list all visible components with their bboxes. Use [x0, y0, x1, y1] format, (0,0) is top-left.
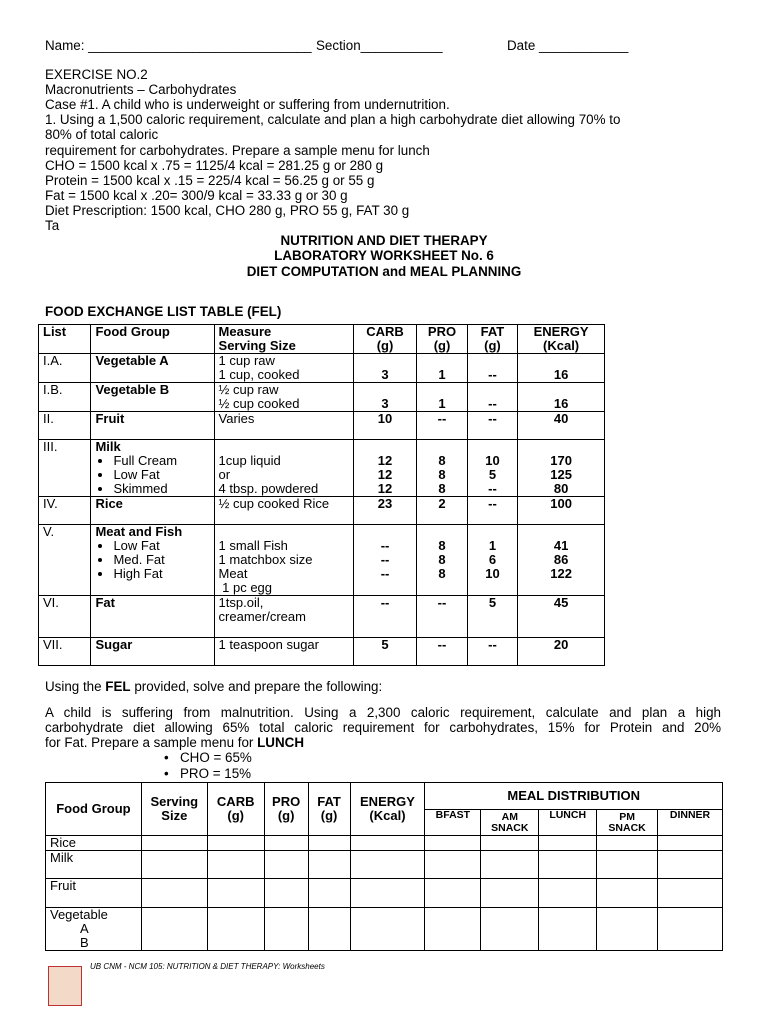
question-1-line-3: requirement for carbohydrates. Prepare a sample menu for lunch: [45, 143, 430, 158]
table-cell: [353, 440, 417, 497]
protein-computation: Protein = 1500 kcal x .15 = 225/4 kcal = 56.25 g or 55 g: [45, 173, 375, 188]
measure-line: ½ cup raw: [218, 382, 279, 397]
table-cell: [417, 354, 467, 383]
table-cell: [91, 440, 214, 497]
table-cell: [308, 851, 350, 879]
table-cell: [264, 836, 308, 851]
table-cell: Varies: [214, 412, 353, 440]
fel-header-carb: [353, 325, 417, 354]
md-header-serving-2: Size: [161, 808, 188, 823]
fel-header-fat: [467, 325, 517, 354]
fel-header-measure-2: Serving Size: [218, 338, 296, 353]
pro-value: 8: [438, 481, 446, 496]
table-cell: [141, 851, 207, 879]
table-cell: [350, 879, 425, 908]
measure-line: 1 pc egg: [218, 580, 273, 595]
list-item: • High Fat: [113, 567, 209, 581]
table-cell: 100: [518, 497, 605, 525]
table-cell: [91, 525, 214, 596]
md-header-energy-1: ENERGY: [360, 794, 415, 809]
measure-line: 1 small Fish: [218, 538, 288, 553]
table-cell: Fruit: [46, 879, 142, 908]
table-cell: [214, 383, 353, 412]
table-cell: [417, 383, 467, 412]
food-group-name: Meat and Fish: [95, 524, 183, 539]
measure-line: 1 cup raw: [218, 353, 275, 368]
list-item: • Low Fat: [113, 468, 209, 482]
energy-value: 86: [553, 552, 569, 567]
table-cell: [308, 836, 350, 851]
energy-value: 41: [553, 538, 569, 553]
fel-row-vegetable-b: [39, 383, 605, 412]
table-cell: [597, 851, 658, 879]
table-cell: 20: [518, 638, 605, 666]
table-cell: [425, 836, 481, 851]
row-sublabel-a: A: [80, 921, 89, 936]
table-cell: Rice: [46, 836, 142, 851]
table-cell: I.A.: [39, 354, 91, 383]
fel-row-milk: [39, 440, 605, 497]
table-cell: [658, 908, 723, 951]
fel-row-rice: [39, 497, 605, 525]
fel-header-fat-1: FAT: [480, 324, 505, 339]
table-cell: 5: [467, 596, 517, 638]
measure-line: 1tsp.oil,: [218, 595, 264, 610]
task-paragraph-line-3: [45, 735, 304, 750]
question-1-line-2: 80% of total caloric: [45, 127, 159, 142]
md-row-milk: [46, 851, 723, 879]
worksheet-title-1: NUTRITION AND DIET THERAPY: [280, 233, 488, 248]
table-cell: [539, 836, 597, 851]
md-header-pm-1: PM: [619, 810, 635, 823]
md-header-pm-2: SNACK: [608, 821, 646, 834]
table-cell: [425, 908, 481, 951]
bullet-cho: • CHO = 65%: [180, 750, 252, 766]
table-cell: [264, 908, 308, 951]
table-cell: [207, 851, 264, 879]
table-cell: [141, 908, 207, 951]
md-header-carb: [207, 783, 264, 836]
md-header-dinner: DINNER: [658, 810, 723, 836]
energy-value: 122: [550, 566, 572, 581]
carb-value: 12: [377, 481, 393, 496]
fat-value: 6: [488, 552, 497, 567]
md-header-bfast: BFAST: [425, 810, 481, 836]
task-paragraph-line-2: carbohydrate diet allowing 65% total caloric requirement for carbohydrates, 15% for Protein and 20%: [45, 720, 721, 735]
measure-line: 1 cup, cooked: [218, 367, 300, 382]
md-header-serving: [141, 783, 207, 836]
md-header-pro: [264, 783, 308, 836]
md-header-carb-2: (g): [227, 808, 244, 823]
bullet-pro: • PRO = 15%: [180, 766, 251, 782]
table-cell: [467, 354, 517, 383]
table-cell: V.: [39, 525, 91, 596]
table-cell: Sugar: [91, 638, 214, 666]
food-group-name: Milk: [95, 439, 121, 454]
md-header-energy-2: (Kcal): [369, 808, 406, 823]
md-header-food-group: Food Group: [46, 783, 142, 836]
fat-value: 5: [488, 467, 497, 482]
measure-line: 1 matchbox size: [218, 552, 313, 567]
table-cell: [46, 908, 142, 951]
fel-header-pro: [417, 325, 467, 354]
md-row-vegetable: [46, 908, 723, 951]
fel-row-sugar: [39, 638, 605, 666]
table-cell: [597, 908, 658, 951]
row-sublabel-b: B: [80, 935, 89, 950]
fat-value: 10: [485, 566, 500, 581]
table-cell: Milk: [46, 851, 142, 879]
fat-value: --: [488, 396, 497, 411]
table-cell: [353, 383, 417, 412]
pro-value: 8: [438, 467, 446, 482]
table-cell: --: [353, 596, 417, 638]
table-cell: [353, 525, 417, 596]
table-cell: 45: [518, 596, 605, 638]
fel-header-carb-1: CARB: [366, 324, 404, 339]
task-instruction-post: provided, solve and prepare the following:: [130, 679, 383, 694]
measure-line: 4 tbsp. powdered: [218, 481, 319, 496]
exercise-topic: Macronutrients – Carbohydrates: [45, 82, 237, 97]
table-cell: [467, 383, 517, 412]
task-paragraph-line-1: A child is suffering from malnutrition. Using a 2,300 caloric requirement, calculate and plan a high: [45, 705, 721, 720]
pro-value: 1: [438, 367, 446, 382]
table-cell: Vegetable A: [91, 354, 214, 383]
question-1-line-1: 1. Using a 1,500 caloric requirement, calculate and plan a high carbohydrate diet allowing 70% to: [45, 112, 621, 127]
carb-value: --: [380, 538, 390, 553]
table-cell: [597, 836, 658, 851]
table-cell: [141, 836, 207, 851]
date-field-label: Date ____________: [507, 38, 629, 53]
table-cell: [539, 851, 597, 879]
pro-value: 8: [438, 566, 446, 581]
table-cell: [539, 908, 597, 951]
table-cell: [658, 836, 723, 851]
table-cell: Fat: [91, 596, 214, 638]
carb-value: --: [380, 552, 390, 567]
fel-header-fat-2: (g): [484, 338, 501, 353]
fat-value: --: [488, 367, 497, 382]
pro-value: 8: [438, 552, 446, 567]
table-cell: 1 teaspoon sugar: [214, 638, 353, 666]
table-cell: [417, 440, 467, 497]
fel-header-measure-1: Measure: [218, 324, 272, 339]
md-header-am-1: AM: [501, 810, 518, 823]
md-row-rice: [46, 836, 723, 851]
table-cell: --: [467, 412, 517, 440]
energy-value: 80: [553, 481, 569, 496]
cho-computation: CHO = 1500 kcal x .75 = 1125/4 kcal = 281.25 g or 280 g: [45, 158, 384, 173]
table-cell: [214, 525, 353, 596]
fel-row-fruit: [39, 412, 605, 440]
section-field-label: Section___________: [316, 38, 443, 53]
table-cell: --: [417, 638, 467, 666]
worksheet-title-2: LABORATORY WORKSHEET No. 6: [274, 248, 494, 263]
footer-text: UB CNM - NCM 105: NUTRITION & DIET THERAPY: Worksheets: [90, 962, 325, 971]
book-cover-logo: [48, 966, 82, 1006]
table-cell: [518, 440, 605, 497]
carb-value: 3: [381, 367, 389, 382]
fel-header-list: List: [39, 325, 91, 354]
md-header-am-snack: [481, 810, 539, 836]
table-cell: [518, 525, 605, 596]
fat-value: 1: [488, 538, 497, 553]
measure-line: creamer/cream: [218, 609, 306, 624]
list-item: • Full Cream: [113, 454, 209, 468]
task-instruction: [45, 679, 382, 694]
table-cell: [481, 836, 539, 851]
fel-header-energy: [518, 325, 605, 354]
table-cell: [417, 525, 467, 596]
table-cell: III.: [39, 440, 91, 497]
table-cell: [214, 596, 353, 638]
table-cell: Rice: [91, 497, 214, 525]
carb-value: 3: [381, 396, 389, 411]
table-cell: [207, 908, 264, 951]
measure-line: Meat: [218, 566, 248, 581]
measure-line: or: [218, 467, 231, 482]
table-cell: 5: [353, 638, 417, 666]
table-cell: --: [417, 596, 467, 638]
measure-line: ½ cup cooked: [218, 396, 300, 411]
table-cell: [214, 440, 353, 497]
table-cell: 10: [353, 412, 417, 440]
table-cell: 23: [353, 497, 417, 525]
exercise-title: EXERCISE NO.2: [45, 67, 148, 82]
table-cell: [350, 851, 425, 879]
table-cell: [425, 879, 481, 908]
md-row-fruit: [46, 879, 723, 908]
md-header-fat-1: FAT: [317, 794, 341, 809]
table-cell: [264, 851, 308, 879]
fat-value: --: [488, 481, 497, 496]
task-instruction-pre: Using the: [45, 679, 106, 694]
food-exchange-list-table: [38, 324, 605, 666]
name-field-label: Name: ______________________________: [45, 38, 312, 53]
fat-computation: Fat = 1500 kcal x .20= 300/9 kcal = 33.33 g or 30 g: [45, 188, 348, 203]
fel-header-energy-2: (Kcal): [543, 338, 580, 353]
table-cell: [214, 354, 353, 383]
fel-header-pro-1: PRO: [427, 324, 457, 339]
fel-table-title: FOOD EXCHANGE LIST TABLE (FEL): [45, 304, 282, 319]
table-cell: II.: [39, 412, 91, 440]
diet-prescription: Diet Prescription: 1500 kcal, CHO 280 g, PRO 55 g, FAT 30 g: [45, 203, 410, 218]
md-header-fat-2: (g): [320, 808, 338, 823]
table-cell: ½ cup cooked Rice: [214, 497, 353, 525]
md-header-lunch: LUNCH: [539, 810, 597, 836]
table-cell: [350, 908, 425, 951]
list-item: • Skimmed: [113, 482, 209, 496]
fel-header-energy-1: ENERGY: [533, 324, 589, 339]
table-cell: [658, 851, 723, 879]
table-cell: [264, 879, 308, 908]
table-cell: [481, 851, 539, 879]
md-header-row-1: [46, 783, 723, 810]
task-paragraph-line-3-pre: for Fat. Prepare a sample menu for: [45, 735, 258, 750]
fel-header-measure: [214, 325, 353, 354]
table-cell: IV.: [39, 497, 91, 525]
md-header-fat: [308, 783, 350, 836]
table-cell: [539, 879, 597, 908]
table-cell: VII.: [39, 638, 91, 666]
list-item: • Low Fat: [113, 539, 209, 553]
table-cell: [481, 908, 539, 951]
fel-header-pro-2: (g): [433, 338, 451, 353]
table-cell: [353, 354, 417, 383]
table-cell: VI.: [39, 596, 91, 638]
table-cell: Vegetable B: [91, 383, 214, 412]
table-cell: [308, 879, 350, 908]
table-cell: [350, 836, 425, 851]
table-cell: 2: [417, 497, 467, 525]
fel-row-fat: [39, 596, 605, 638]
md-header-serving-1: Serving: [150, 794, 199, 809]
md-header-pm-snack: [597, 810, 658, 836]
list-item: • Med. Fat: [113, 553, 209, 567]
md-header-energy: [350, 783, 425, 836]
fel-header-food-group: Food Group: [91, 325, 214, 354]
md-header-pro-2: (g): [277, 808, 295, 823]
task-paragraph-lunch: LUNCH: [257, 735, 304, 750]
table-cell: [425, 851, 481, 879]
carb-value: 12: [377, 467, 393, 482]
table-cell: [467, 440, 517, 497]
md-header-am-2: SNACK: [491, 821, 529, 834]
table-cell: [658, 879, 723, 908]
energy-value: 125: [550, 467, 572, 482]
meal-distribution-table: [45, 782, 723, 951]
table-cell: [481, 879, 539, 908]
worksheet-title-3: DIET COMPUTATION and MEAL PLANNING: [246, 264, 522, 279]
measure-line: 1cup liquid: [218, 453, 281, 468]
fel-header-row: [39, 325, 605, 354]
case-text: Case #1. A child who is underweight or suffering from undernutrition.: [45, 97, 450, 112]
table-cell: [141, 879, 207, 908]
pro-value: 1: [438, 396, 446, 411]
table-cell: [207, 879, 264, 908]
md-header-carb-1: CARB: [216, 794, 255, 809]
pro-value: 8: [438, 538, 446, 553]
pro-value: 8: [438, 453, 446, 468]
table-cell: --: [467, 638, 517, 666]
energy-value: 170: [550, 453, 572, 468]
table-cell: [597, 879, 658, 908]
table-cell: [308, 908, 350, 951]
table-cell: --: [467, 497, 517, 525]
stray-text: Ta: [45, 218, 60, 233]
table-cell: 40: [518, 412, 605, 440]
md-header-pro-1: PRO: [272, 794, 301, 809]
table-cell: --: [417, 412, 467, 440]
carb-value: --: [380, 566, 390, 581]
table-cell: [518, 383, 605, 412]
table-cell: [518, 354, 605, 383]
fel-row-vegetable-a: [39, 354, 605, 383]
fat-value: 10: [485, 453, 500, 468]
fel-row-meat-fish: [39, 525, 605, 596]
task-instruction-fel: FEL: [105, 679, 131, 694]
table-cell: [467, 525, 517, 596]
energy-value: 16: [553, 396, 569, 411]
table-cell: [207, 836, 264, 851]
md-header-meal-distribution: MEAL DISTRIBUTION: [425, 783, 723, 810]
fel-header-carb-2: (g): [376, 338, 394, 353]
energy-value: 16: [553, 367, 569, 382]
carb-value: 12: [377, 453, 393, 468]
row-label: Vegetable: [50, 907, 108, 922]
table-cell: I.B.: [39, 383, 91, 412]
table-cell: Fruit: [91, 412, 214, 440]
